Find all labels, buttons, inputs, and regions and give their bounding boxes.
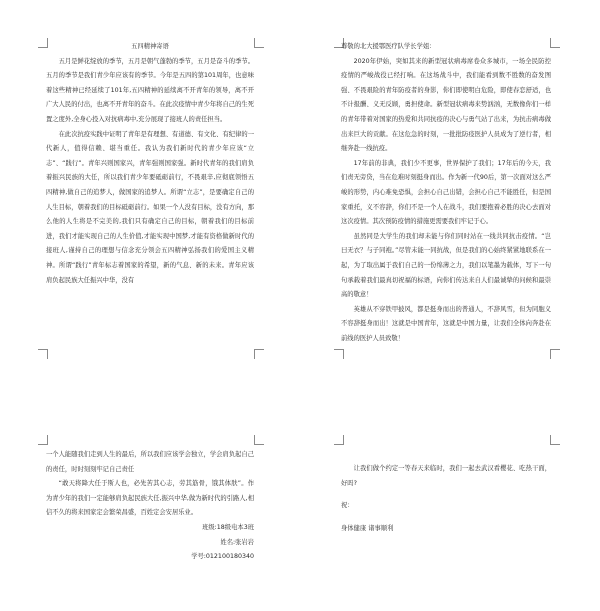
document-page-1 [0, 0, 300, 300]
paragraph: 五月是鲜花绽放的季节，五月是朝气蓬勃的季节，五月是奋斗的季节。五月的季节是我们青少年应该有的季节。今年是五四的第101周年，也意味着这些精神已经延续了101年,五四精神的延续离不开青年的领导，离不开广大人民的付出，也离不开青年的奋斗。在此次疫情中青少年将自己的生死置之度外,全身心投入对抗病毒中,充分展现了接班人的责任担当。 [46, 57, 254, 123]
paragraph: 虽然同是大学生的我们却未能与你们同时站在一线共同抗击疫情。“岂曰无衣？与子同袍。”尽管未能一同抗战，但是我们的心始终紧紧地联系在一起，为了取出属于我们自己的一份绵薄之力，我们以笔墨为载体，写下一句句承载着我们最真切祝福的标语，向你们传达来自人们最诚挚的问候和最崇高的敬意！ [341, 232, 551, 299]
crop-mark [334, 349, 344, 359]
crop-mark [550, 38, 560, 48]
crop-mark [334, 435, 344, 445]
paragraph: 让我们做个约定一等春天来临时，我们一起去武汉看樱花、吃热干面，好吗? [341, 465, 551, 487]
crop-mark [254, 38, 264, 48]
page-1-body [46, 40, 254, 288]
paragraph: 在此次抗疫实践中证明了青年是有理想、有道德、有文化、有纪律的一代新人，值得信赖、堪当重任。我认为我们新时代的青少年应该“立志”、“践行”。青年兴则国家兴，青年强则国家强。新时代青年的我们肩负着振兴民族的大任，所以我们青少年要砥砺前行，不畏艰辛,应彻底领悟五四精神,做自己的追梦人，做国家的追梦人。所谓“立志”，是要确定自己的人生目标，朝着我们的目标砥砺前行。如果一个人没有目标，没有方向，那么他的人生将是不完美的,我们只有确定自己的目标，朝着我们的目标前进，我们才能实现自己的人生价值,才能实现中国梦,才能有资格做新时代的接班人,谨持自己的理想与信念充分领会五四精神弘扬我们的爱国主义精神。所谓“践行”青年标志着国家的希望，新的气息、新的未来。青年应该肩负起民族大任振兴中华，没有 [46, 130, 254, 284]
crop-mark [550, 349, 560, 359]
signature-name: 姓名:张岩岩 [220, 538, 254, 546]
paragraph: 一个人能随我们走到人生的最后，所以我们应该学会独立，学会肩负起自己的责任，时时刻刻牢记自己责任 [46, 451, 254, 473]
crop-mark [254, 435, 264, 445]
paragraph: 2020年伊始，突如其来的新型冠状病毒席卷众多城市，一场全民防控疫情的严峻战役已经打响。在这场战斗中，我们能看到数不胜数的奋发图强、不畏艰险的青年防疫者的身影，你们即使明白危险，即使春恋舒适，也不计报酬、义无反顾，勇担使命。新型冠状病毒来势汹汹，无数像你们一样的青年带着对国家的热爱和共同抗疫的决心与勇气站了出来，为抗击病毒做出来巨大的贡献。在这危急的时刻，一批批防疫医护人员成为了逆行者，相继奔赴一线抗疫。 [341, 57, 551, 153]
page-3-body [46, 448, 254, 565]
paragraph: “敢天将降大任于斯人也，必先苦其心志，劳其筋骨，饿其体肤”。作为青少年的我们一定能够肩负起民族大任,振兴中华,做为新时代的引路人,相信不久的将来国家定会繁荣昌盛，百姓定会安居乐业。 [46, 480, 254, 517]
page-4-body [341, 462, 551, 536]
salutation: 尊敬的北大援鄂医疗队学长学姐： [341, 43, 436, 50]
page-2-body [341, 40, 551, 346]
signature-class: 班级:18级电本3班 [202, 523, 254, 531]
document-title: 五四精神寄语 [131, 43, 169, 50]
crop-mark [38, 349, 48, 359]
crop-mark [38, 435, 48, 445]
crop-mark [550, 435, 560, 445]
paragraph: 英雄从不穿铁甲披风，都是挺身而出的普通人，不辞风雪，但为同胞义不容辞挺身而出！这就是中国青年，这就是中国力量，让我们全体向奔赴在前线的医护人员致敬！ [341, 305, 551, 342]
paragraph: 17年前的非典，我们少不更事，世界保护了我们；17年后的今天，我们责无旁贷，当在危难时刻挺身而出。作为新一代90后，第一次面对这么严峻的形势，内心难免恐惧，会担心自己出错，会担心自己不能胜任，但是国家重托，义不容辞，你们不是一个人在战斗，我们要抱着必胜的决心去面对这次疫情。其次预防疫情的措施更需要我们牢记于心。 [341, 159, 551, 226]
signature-student-id: 学号:012100180340 [191, 553, 254, 561]
closing-wish: 祝： [341, 502, 354, 510]
closing-phrase: 身体健康 诸事顺利 [341, 524, 394, 532]
crop-mark [254, 349, 264, 359]
